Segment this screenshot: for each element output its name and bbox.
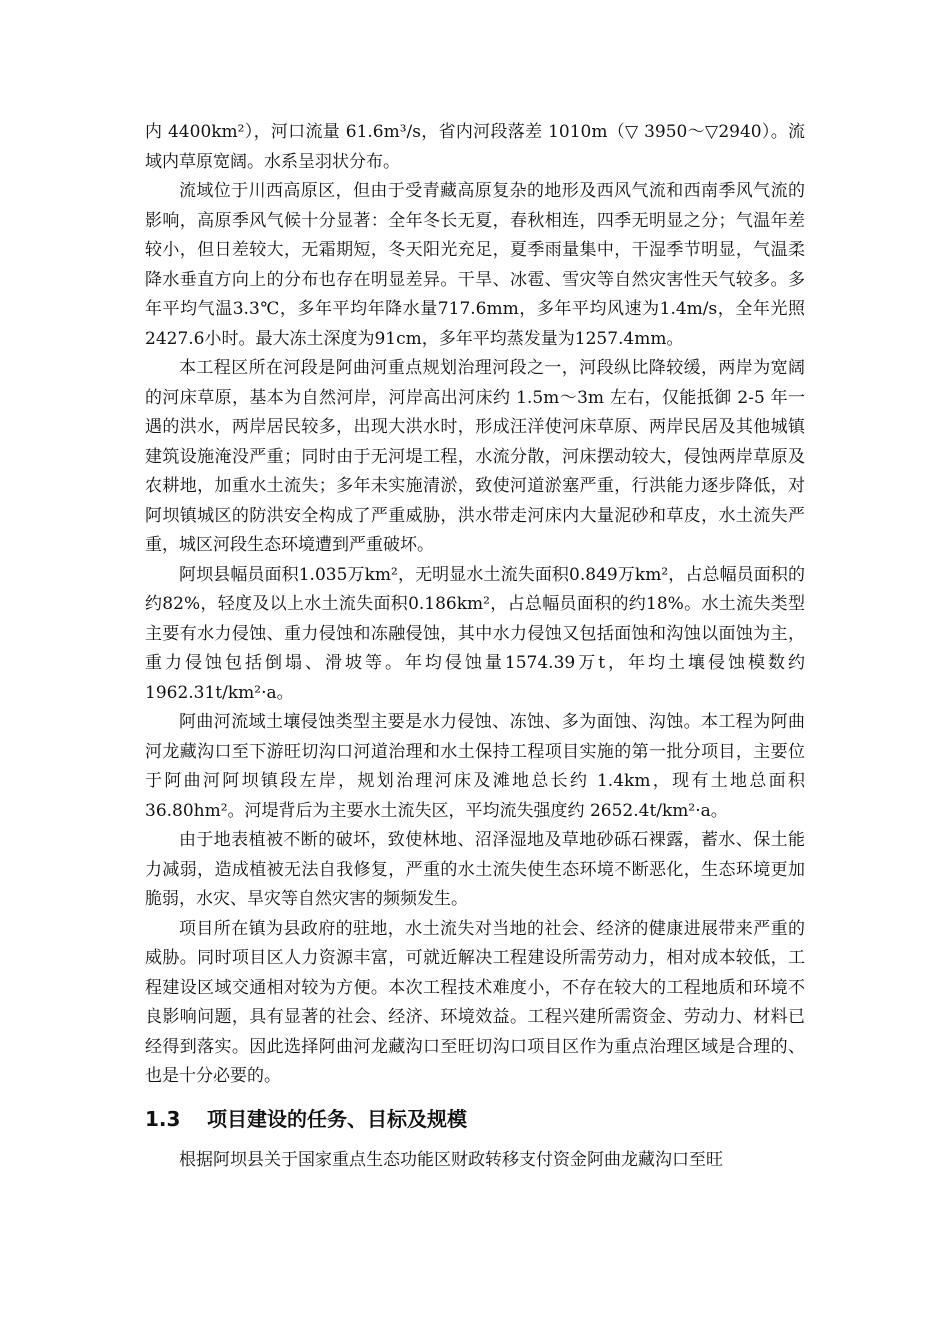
- paragraph-erosion-area: 阿坝县幅员面积1.035万km²，无明显水土流失面积0.849万km²，占总幅员面积的约82%，轻度及以上水土流失面积0.186km²，占总幅员面积的约18%。水土流失类型主要有水力侵蚀、重力侵蚀和冻融侵蚀，其中水力侵蚀又包括面蚀和沟蚀以面蚀为主，重力侵蚀包括倒塌、滑坡等。年均侵蚀量1574.39万t，年均土壤侵蚀模数约1962.31t/km²·a。: [145, 564, 805, 703]
- paragraph-closing: 根据阿坝县关于国家重点生态功能区财政转移支付资金阿曲龙藏沟口至旺: [179, 1149, 723, 1170]
- section-number: 1.3: [145, 1106, 181, 1131]
- paragraph-vegetation: 由于地表植被不断的破坏，致使林地、沼泽湿地及草地砂砾石裸露，蓄水、保土能力减弱，造成植被无法自我修复，严重的水土流失使生态环境不断恶化，生态环境更加脆弱，水灾、旱灾等自然灾害的频频发生。: [145, 830, 805, 909]
- section-heading: [145, 1104, 805, 1134]
- document-page: [145, 118, 805, 1175]
- paragraph-river-section: 本工程区所在河段是阿曲河重点规划治理河段之一，河段纵比降较缓，两岸为宽阔的河床草原，基本为自然河岸，河岸高出河床约 1.5m～3m 左右，仅能抵御 2-5 年一遇的洪水，两岸居民较多，出现大洪水时，形成汪洋使河床草原、两岸民居及其他城镇建筑设施淹没严重；同时由于无河堤工程，水流分散，河床摆动较大，侵蚀两岸草原及农耕地，加重水土流失；多年未实施清淤，致使河道淤塞严重，行洪能力逐步降低，对阿坝镇城区的防洪安全构成了严重威胁，洪水带走河床内大量泥砂和草皮，水土流失严重，城区河段生态环境遭到严重破坏。: [145, 358, 805, 555]
- section-title: 项目建设的任务、目标及规模: [207, 1106, 467, 1131]
- paragraph-continued: 内 4400km²），河口流量 61.6m³/s，省内河段落差 1010m（▽ 3950～▽2940）。流域内草原宽阔。水系呈羽状分布。: [145, 122, 805, 172]
- paragraph-erosion-type: 阿曲河流域土壤侵蚀类型主要是水力侵蚀、冻蚀、多为面蚀、沟蚀。本工程为阿曲河龙藏沟口至下游旺切沟口河道治理和水土保持工程项目实施的第一批分项目，主要位于阿曲河阿坝镇段左岸，规划治理河床及滩地总长约 1.4km，现有土地总面积 36.80hm²。河堤背后为主要水土流失区，平均流失强度约 2652.4t/km²·a。: [145, 712, 805, 821]
- paragraph-climate: 流域位于川西高原区，但由于受青藏高原复杂的地形及西风气流和西南季风气流的影响，高原季风气候十分显著：全年冬长无夏，春秋相连，四季无明显之分；气温年差较小，但日差较大，无霜期短，冬天阳光充足，夏季雨量集中，干湿季节明显，气温柔降水垂直方向上的分布也存在明显差异。干旱、冰雹、雪灾等自然灾害性天气较多。多年平均气温3.3℃，多年平均年降水量717.6mm，多年平均风速为1.4m/s，全年光照2427.6小时。最大冻土深度为91cm，多年平均蒸发量为1257.4mm。: [145, 181, 805, 349]
- paragraph-necessity: 项目所在镇为县政府的驻地，水土流失对当地的社会、经济的健康进展带来严重的威胁。同时项目区人力资源丰富，可就近解决工程建设所需劳动力，相对成本较低，工程建设区域交通相对较为方便。本次工程技术难度小，不存在较大的工程地质和环境不良影响问题，具有显著的社会、经济、环境效益。工程兴建所需资金、劳动力、材料已经得到落实。因此选择阿曲河龙藏沟口至旺切沟口项目区作为重点治理区域是合理的、也是十分必要的。: [145, 918, 805, 1086]
